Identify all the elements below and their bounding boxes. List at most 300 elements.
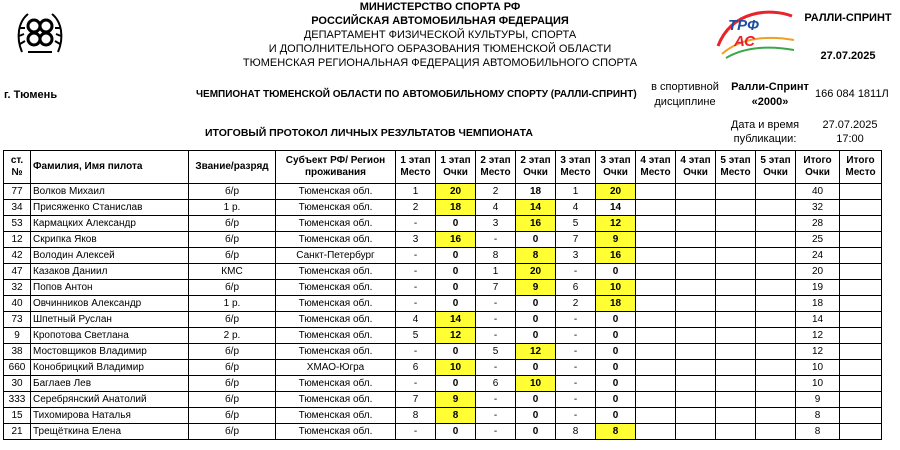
table-row — [4, 344, 882, 360]
cell-stage2-points: 16 — [516, 216, 556, 232]
cell-total-points: 10 — [796, 360, 840, 376]
ministry-title: МИНИСТЕРСТВО СПОРТА РФ — [359, 1, 521, 13]
cell-stage1-points: 9 — [436, 392, 476, 408]
cell-stage2-place: 6 — [476, 376, 516, 392]
cell-stage4-points — [676, 232, 716, 248]
cell-stage2-place: - — [476, 392, 516, 408]
table-row — [4, 360, 882, 376]
cell-name: Тихомирова Наталья — [31, 408, 189, 424]
col-total-points: Итого Очки — [796, 151, 840, 184]
cell-stage5-points — [756, 344, 796, 360]
cell-region: Тюменская обл. — [276, 408, 396, 424]
cell-total-place — [840, 392, 882, 408]
cell-region: ХМАО-Югра — [276, 360, 396, 376]
cell-stage3-points: 16 — [596, 248, 636, 264]
cell-stage1-points: 0 — [436, 296, 476, 312]
cell-rank: б/р — [189, 344, 276, 360]
cell-stage1-points: 18 — [436, 200, 476, 216]
cell-total-points: 8 — [796, 408, 840, 424]
cell-total-place — [840, 216, 882, 232]
cell-stage5-place — [716, 344, 756, 360]
cell-stage1-place: - — [396, 216, 436, 232]
cell-stage1-place: - — [396, 344, 436, 360]
cell-total-points: 25 — [796, 232, 840, 248]
cell-stage3-place: 4 — [556, 200, 596, 216]
cell-name: Кармацких Александр — [31, 216, 189, 232]
cell-number: 73 — [4, 312, 31, 328]
cell-number: 77 — [4, 184, 31, 200]
discipline-name-line-1: Ралли-Спринт — [731, 81, 809, 93]
cell-stage4-points — [676, 296, 716, 312]
publication-date: 27.07.2025 — [822, 119, 878, 131]
cell-total-points: 28 — [796, 216, 840, 232]
cell-total-place — [840, 312, 882, 328]
cell-stage4-place — [636, 312, 676, 328]
cell-region: Тюменская обл. — [276, 424, 396, 440]
publication-label-line-2: публикации: — [733, 133, 797, 145]
table-row — [4, 264, 882, 280]
col-stage4-points: 4 этап Очки — [676, 151, 716, 184]
cell-stage5-place — [716, 296, 756, 312]
cell-total-place — [840, 184, 882, 200]
cell-stage4-place — [636, 344, 676, 360]
cell-stage3-points: 0 — [596, 344, 636, 360]
cell-stage2-place: 2 — [476, 184, 516, 200]
cell-stage2-place: - — [476, 312, 516, 328]
cell-stage1-points: 12 — [436, 328, 476, 344]
cell-stage3-place: - — [556, 328, 596, 344]
discipline-label — [640, 80, 730, 110]
cell-name: Присяженко Станислав — [31, 200, 189, 216]
event-type: РАЛЛИ-СПРИНТ — [804, 12, 892, 24]
cell-stage2-points: 0 — [516, 296, 556, 312]
cell-stage2-points: 8 — [516, 248, 556, 264]
cell-name: Трещёткина Елена — [31, 424, 189, 440]
col-stage2-place: 2 этап Место — [476, 151, 516, 184]
cell-stage5-points — [756, 328, 796, 344]
cell-name: Баглаев Лев — [31, 376, 189, 392]
discipline-label-line-2: дисциплине — [654, 96, 716, 108]
cell-stage4-points — [676, 312, 716, 328]
cell-stage2-points: 0 — [516, 392, 556, 408]
cell-name: Попов Антон — [31, 280, 189, 296]
cell-region: Тюменская обл. — [276, 392, 396, 408]
cell-rank: б/р — [189, 376, 276, 392]
cell-region: Тюменская обл. — [276, 312, 396, 328]
cell-stage5-place — [716, 392, 756, 408]
cell-stage3-points: 0 — [596, 328, 636, 344]
cell-total-place — [840, 424, 882, 440]
table-row — [4, 280, 882, 296]
cell-stage1-place: 2 — [396, 200, 436, 216]
table-row — [4, 392, 882, 408]
cell-stage1-points: 0 — [436, 280, 476, 296]
cell-name: Овчинников Александр — [31, 296, 189, 312]
cell-stage4-points — [676, 344, 716, 360]
cell-stage5-points — [756, 280, 796, 296]
table-row — [4, 376, 882, 392]
cell-stage5-points — [756, 376, 796, 392]
cell-number: 32 — [4, 280, 31, 296]
cell-stage4-place — [636, 424, 676, 440]
cell-stage4-points — [676, 424, 716, 440]
cell-stage5-place — [716, 408, 756, 424]
cell-stage5-place — [716, 424, 756, 440]
cell-stage5-place — [716, 360, 756, 376]
cell-stage4-place — [636, 328, 676, 344]
table-row — [4, 248, 882, 264]
cell-rank: б/р — [189, 232, 276, 248]
cell-stage2-points: 14 — [516, 200, 556, 216]
cell-rank: 1 р. — [189, 296, 276, 312]
cell-stage4-place — [636, 408, 676, 424]
cell-number: 34 — [4, 200, 31, 216]
cell-stage5-place — [716, 200, 756, 216]
col-stage5-place: 5 этап Место — [716, 151, 756, 184]
cell-stage2-points: 9 — [516, 280, 556, 296]
cell-stage3-points: 18 — [596, 296, 636, 312]
cell-name: Серебрянский Анатолий — [31, 392, 189, 408]
cell-total-place — [840, 248, 882, 264]
cell-stage2-points: 0 — [516, 232, 556, 248]
table-row — [4, 296, 882, 312]
cell-stage5-points — [756, 200, 796, 216]
cell-total-place — [840, 376, 882, 392]
cell-stage1-points: 0 — [436, 216, 476, 232]
cell-stage5-place — [716, 184, 756, 200]
cell-total-place — [840, 296, 882, 312]
cell-stage3-place: - — [556, 408, 596, 424]
cell-number: 47 — [4, 264, 31, 280]
cell-stage2-place: - — [476, 424, 516, 440]
publication-label — [720, 118, 810, 146]
cell-total-place — [840, 280, 882, 296]
cell-stage2-points: 12 — [516, 344, 556, 360]
cell-rank: б/р — [189, 216, 276, 232]
cell-stage1-points: 20 — [436, 184, 476, 200]
header-date: 27.07.2025 — [820, 50, 876, 62]
cell-stage5-place — [716, 280, 756, 296]
cell-rank: б/р — [189, 312, 276, 328]
cell-region: Тюменская обл. — [276, 184, 396, 200]
cell-stage2-points: 0 — [516, 360, 556, 376]
cell-stage5-points — [756, 296, 796, 312]
col-stage3-points: 3 этап Очки — [596, 151, 636, 184]
cell-total-points: 18 — [796, 296, 840, 312]
cell-stage4-place — [636, 248, 676, 264]
cell-stage5-place — [716, 248, 756, 264]
cell-stage3-place: - — [556, 392, 596, 408]
cell-number: 53 — [4, 216, 31, 232]
cell-total-place — [840, 344, 882, 360]
cell-stage4-place — [636, 200, 676, 216]
cell-stage1-place: 1 — [396, 184, 436, 200]
cell-region: Тюменская обл. — [276, 264, 396, 280]
publication-datetime — [810, 118, 890, 146]
table-header-row — [4, 151, 882, 184]
protocol-title: ИТОГОВЫЙ ПРОТОКОЛ ЛИЧНЫХ РЕЗУЛЬТАТОВ ЧЕМПИОНАТА — [205, 127, 533, 139]
cell-stage4-points — [676, 376, 716, 392]
cell-total-points: 32 — [796, 200, 840, 216]
cell-stage3-place: 8 — [556, 424, 596, 440]
cell-stage2-place: 5 — [476, 344, 516, 360]
cell-stage1-place: - — [396, 376, 436, 392]
cell-number: 42 — [4, 248, 31, 264]
cell-stage5-points — [756, 248, 796, 264]
cell-region: Санкт-Петербург — [276, 248, 396, 264]
regional-federation: ТЮМЕНСКАЯ РЕГИОНАЛЬНАЯ ФЕДЕРАЦИЯ АВТОМОБИЛЬНОГО СПОРТА — [242, 57, 638, 69]
cell-total-points: 20 — [796, 264, 840, 280]
table-row — [4, 424, 882, 440]
col-total-place: Итого Место — [840, 151, 882, 184]
cell-stage2-place: - — [476, 232, 516, 248]
department-line-2: И ДОПОЛНИТЕЛЬНОГО ОБРАЗОВАНИЯ ТЮМЕНСКОЙ ОБЛАСТИ — [268, 43, 612, 55]
cell-stage2-points: 20 — [516, 264, 556, 280]
cell-stage4-points — [676, 184, 716, 200]
col-stage3-place: 3 этап Место — [556, 151, 596, 184]
logo-text-as: АС — [734, 33, 755, 50]
cell-stage1-points: 0 — [436, 264, 476, 280]
cell-stage3-place: - — [556, 264, 596, 280]
cell-region: Тюменская обл. — [276, 344, 396, 360]
cell-stage3-place: - — [556, 360, 596, 376]
cell-stage4-place — [636, 376, 676, 392]
cell-total-points: 40 — [796, 184, 840, 200]
cell-stage3-place: 1 — [556, 184, 596, 200]
cell-stage3-points: 14 — [596, 200, 636, 216]
cell-stage5-place — [716, 232, 756, 248]
cell-stage4-place — [636, 296, 676, 312]
cell-stage4-place — [636, 392, 676, 408]
cell-stage1-place: - — [396, 424, 436, 440]
cell-rank: б/р — [189, 184, 276, 200]
cell-number: 660 — [4, 360, 31, 376]
cell-stage2-place: 7 — [476, 280, 516, 296]
cell-number: 38 — [4, 344, 31, 360]
discipline-name — [730, 80, 810, 110]
cell-stage4-place — [636, 360, 676, 376]
results-table — [3, 150, 882, 440]
cell-rank: б/р — [189, 360, 276, 376]
cell-rank: б/р — [189, 248, 276, 264]
cell-stage1-place: - — [396, 296, 436, 312]
table-row — [4, 184, 882, 200]
cell-stage5-place — [716, 216, 756, 232]
cell-stage4-place — [636, 232, 676, 248]
cell-stage2-place: 8 — [476, 248, 516, 264]
championship-title: ЧЕМПИОНАТ ТЮМЕНСКОЙ ОБЛАСТИ ПО АВТОМОБИЛЬНОМУ СПОРТУ (РАЛЛИ-СПРИНТ) — [196, 89, 637, 100]
cell-stage2-points: 0 — [516, 408, 556, 424]
col-region: Субъект РФ/ Регион проживания — [276, 151, 396, 184]
cell-stage1-place: 4 — [396, 312, 436, 328]
cell-stage5-points — [756, 392, 796, 408]
cell-rank: б/р — [189, 424, 276, 440]
cell-stage2-place: - — [476, 360, 516, 376]
cell-name: Володин Алексей — [31, 248, 189, 264]
cell-number: 40 — [4, 296, 31, 312]
cell-stage2-place: 1 — [476, 264, 516, 280]
cell-number: 15 — [4, 408, 31, 424]
cell-stage3-points: 12 — [596, 216, 636, 232]
cell-stage3-points: 0 — [596, 392, 636, 408]
cell-total-points: 12 — [796, 328, 840, 344]
trfas-logo — [712, 6, 797, 60]
cell-stage2-place: 4 — [476, 200, 516, 216]
col-number: ст.№ — [4, 151, 31, 184]
discipline-code: 166 084 1811Л — [815, 88, 889, 100]
cell-stage5-points — [756, 424, 796, 440]
cell-stage3-points: 0 — [596, 376, 636, 392]
cell-number: 333 — [4, 392, 31, 408]
cell-stage5-points — [756, 264, 796, 280]
cell-stage3-place: 5 — [556, 216, 596, 232]
logo-text-trf: ТРФ — [728, 17, 759, 34]
cell-number: 30 — [4, 376, 31, 392]
cell-stage1-points: 0 — [436, 424, 476, 440]
cell-name: Казаков Даниил — [31, 264, 189, 280]
cell-stage5-points — [756, 360, 796, 376]
cell-total-place — [840, 200, 882, 216]
cell-stage4-points — [676, 328, 716, 344]
cell-stage3-points: 8 — [596, 424, 636, 440]
cell-region: Тюменская обл. — [276, 200, 396, 216]
cell-total-points: 12 — [796, 344, 840, 360]
cell-stage3-place: - — [556, 312, 596, 328]
cell-total-place — [840, 408, 882, 424]
cell-stage4-points — [676, 248, 716, 264]
cell-rank: 1 р. — [189, 200, 276, 216]
cell-stage4-place — [636, 184, 676, 200]
table-row — [4, 408, 882, 424]
cell-rank: б/р — [189, 280, 276, 296]
cell-name: Волков Михаил — [31, 184, 189, 200]
cell-stage2-place: - — [476, 328, 516, 344]
cell-region: Тюменская обл. — [276, 280, 396, 296]
cell-stage1-points: 0 — [436, 248, 476, 264]
cell-stage3-place: 7 — [556, 232, 596, 248]
cell-stage1-place: 7 — [396, 392, 436, 408]
col-stage1-points: 1 этап Очки — [436, 151, 476, 184]
cell-stage3-place: 6 — [556, 280, 596, 296]
cell-stage1-place: - — [396, 280, 436, 296]
cell-stage4-place — [636, 264, 676, 280]
cell-stage3-place: - — [556, 344, 596, 360]
cell-total-points: 8 — [796, 424, 840, 440]
cell-region: Тюменская обл. — [276, 376, 396, 392]
cell-region: Тюменская обл. — [276, 296, 396, 312]
cell-stage3-place: 3 — [556, 248, 596, 264]
table-row — [4, 232, 882, 248]
table-row — [4, 216, 882, 232]
cell-rank: 2 р. — [189, 328, 276, 344]
cell-stage4-points — [676, 264, 716, 280]
cell-stage3-points: 10 — [596, 280, 636, 296]
cell-stage5-points — [756, 408, 796, 424]
cell-stage2-points: 0 — [516, 424, 556, 440]
cell-stage4-points — [676, 392, 716, 408]
cell-stage2-place: - — [476, 408, 516, 424]
federation-title: РОССИЙСКАЯ АВТОМОБИЛЬНАЯ ФЕДЕРАЦИЯ — [311, 15, 569, 27]
cell-stage3-points: 0 — [596, 408, 636, 424]
cell-total-place — [840, 232, 882, 248]
cell-stage4-place — [636, 280, 676, 296]
cell-total-points: 10 — [796, 376, 840, 392]
cell-number: 9 — [4, 328, 31, 344]
cell-stage2-points: 0 — [516, 328, 556, 344]
cell-stage2-points: 18 — [516, 184, 556, 200]
cell-region: Тюменская обл. — [276, 216, 396, 232]
cell-region: Тюменская обл. — [276, 232, 396, 248]
cell-stage5-place — [716, 328, 756, 344]
cell-stage2-points: 10 — [516, 376, 556, 392]
cell-number: 12 — [4, 232, 31, 248]
cell-stage3-points: 0 — [596, 312, 636, 328]
discipline-name-line-2: «2000» — [751, 96, 789, 108]
col-name: Фамилия, Имя пилота — [31, 151, 189, 184]
cell-total-place — [840, 360, 882, 376]
cell-stage1-place: 3 — [396, 232, 436, 248]
cell-stage4-points — [676, 408, 716, 424]
results-body — [4, 184, 882, 440]
cell-stage5-points — [756, 184, 796, 200]
cell-stage1-place: - — [396, 248, 436, 264]
cell-stage5-points — [756, 232, 796, 248]
cell-rank: б/р — [189, 392, 276, 408]
cell-stage2-points: 0 — [516, 312, 556, 328]
cell-region: Тюменская обл. — [276, 328, 396, 344]
cell-stage1-place: - — [396, 264, 436, 280]
publication-time: 17:00 — [836, 133, 864, 145]
cell-stage5-points — [756, 216, 796, 232]
cell-stage1-place: 6 — [396, 360, 436, 376]
city: г. Тюмень — [4, 89, 58, 101]
cell-rank: КМС — [189, 264, 276, 280]
col-stage2-points: 2 этап Очки — [516, 151, 556, 184]
table-row — [4, 312, 882, 328]
cell-stage1-points: 8 — [436, 408, 476, 424]
cell-stage3-points: 0 — [596, 360, 636, 376]
col-stage4-place: 4 этап Место — [636, 151, 676, 184]
cell-name: Мостовщиков Владимир — [31, 344, 189, 360]
cell-stage4-points — [676, 216, 716, 232]
cell-name: Кропотова Светлана — [31, 328, 189, 344]
cell-name: Шпетный Руслан — [31, 312, 189, 328]
cell-stage4-points — [676, 360, 716, 376]
cell-total-points: 19 — [796, 280, 840, 296]
cell-stage3-points: 9 — [596, 232, 636, 248]
cell-stage1-points: 14 — [436, 312, 476, 328]
cell-stage3-place: 2 — [556, 296, 596, 312]
cell-stage2-place: - — [476, 296, 516, 312]
cell-stage1-points: 10 — [436, 360, 476, 376]
cell-stage1-points: 0 — [436, 376, 476, 392]
cell-stage3-place: - — [556, 376, 596, 392]
ministry-logo — [14, 8, 66, 60]
cell-total-points: 14 — [796, 312, 840, 328]
cell-stage2-place: 3 — [476, 216, 516, 232]
cell-stage1-place: 5 — [396, 328, 436, 344]
cell-stage5-points — [756, 312, 796, 328]
cell-rank: б/р — [189, 408, 276, 424]
cell-stage4-points — [676, 200, 716, 216]
cell-stage5-place — [716, 312, 756, 328]
cell-stage1-points: 16 — [436, 232, 476, 248]
col-stage5-points: 5 этап Очки — [756, 151, 796, 184]
cell-stage3-points: 0 — [596, 264, 636, 280]
cell-stage4-points — [676, 280, 716, 296]
cell-stage1-place: 8 — [396, 408, 436, 424]
cell-total-points: 24 — [796, 248, 840, 264]
